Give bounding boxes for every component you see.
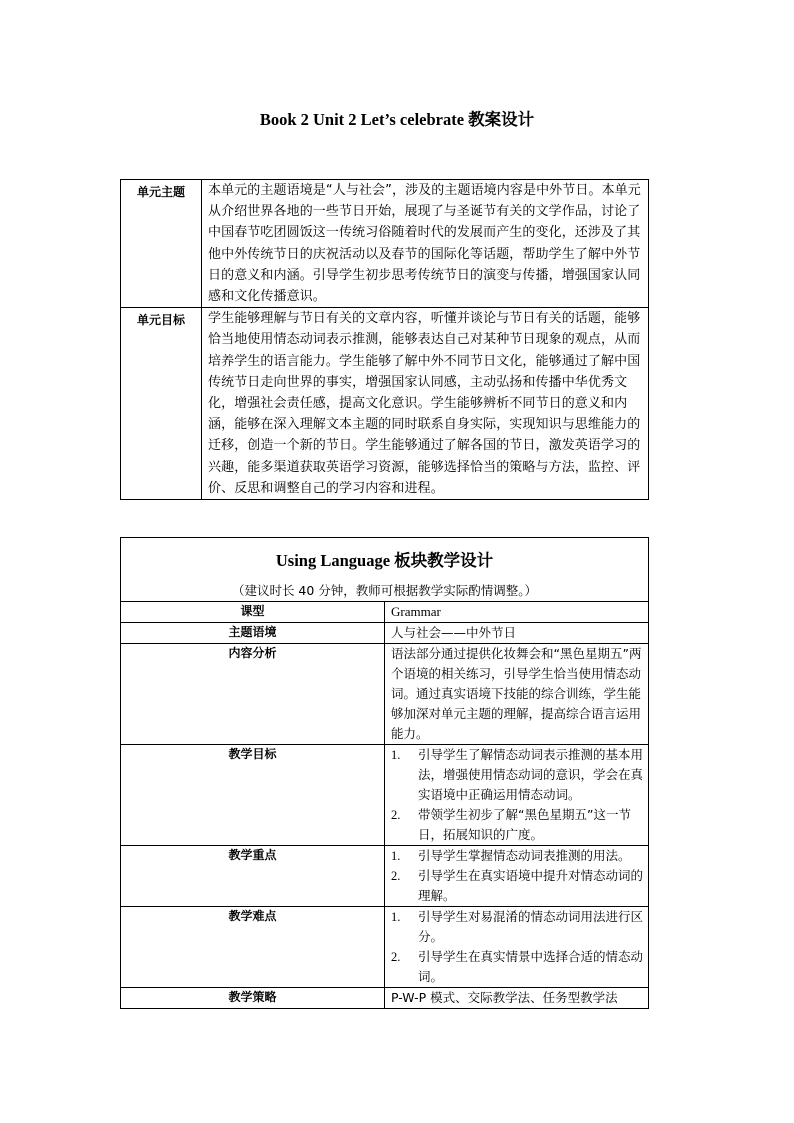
lesson-design-table [120, 537, 649, 1009]
key-points-label: 教学重点 [121, 846, 385, 907]
content-analysis-value: 语法部分通过提供化妆舞会和“黑色星期五”两个语境的相关练习，引导学生恰当使用情态动词。通过真实语境下技能的综合训练，学生能够加深对单元主题的理解，提高综合语言运用能力。 [385, 644, 649, 745]
objectives-row [121, 745, 649, 846]
key-points-row [121, 846, 649, 907]
unit-overview-table [120, 179, 649, 500]
list-item [391, 947, 645, 987]
unit-theme-row [121, 180, 649, 308]
theme-context-value: 人与社会——中外节日 [385, 623, 649, 644]
list-text: 引导学生在真实情景中选择合适的情态动词。 [418, 949, 644, 984]
list-item [391, 846, 645, 866]
objectives-cell [385, 745, 649, 846]
content-analysis-row [121, 644, 649, 745]
unit-theme-text: 本单元的主题语境是“人与社会”，涉及的主题语境内容是中外节日。本单元从介绍世界各地的一些节日开始，展现了与圣诞节有关的文学作品，讨论了中国春节吃团圆饭这一传统习俗随着时代的发展而产生的变化，还涉及了其他中外传统节日的庆祝活动以及春节的国际化等话题，帮助学生了解中外节日的意义和内涵。引导学生初步思考传统节日的演变与传播，增强国家认同感和文化传播意识。 [202, 180, 649, 308]
list-item [391, 907, 645, 947]
content-analysis-label: 内容分析 [121, 644, 385, 745]
lesson-header-cell [121, 538, 649, 602]
key-points-list [391, 846, 645, 906]
list-number: 2. [391, 869, 401, 883]
list-number: 1. [391, 910, 401, 924]
list-text: 引导学生掌握情态动词表推测的用法。 [418, 848, 631, 863]
list-text: 带领学生初步了解“黑色星期五”这一节日，拓展知识的广度。 [418, 807, 631, 842]
lesson-title: Using Language 板块教学设计 [275, 551, 494, 570]
difficulties-row [121, 907, 649, 988]
unit-theme-label: 单元主题 [121, 180, 202, 308]
list-number: 1. [391, 748, 401, 762]
strategy-value: P-W-P 模式、交际教学法、任务型教学法 [385, 988, 649, 1009]
unit-goal-label: 单元目标 [121, 308, 202, 500]
strategy-label: 教学策略 [121, 988, 385, 1009]
difficulties-list [391, 907, 645, 987]
list-item [391, 866, 645, 906]
list-number: 2. [391, 808, 401, 822]
list-item [391, 805, 645, 845]
course-type-row [121, 602, 649, 623]
unit-goal-row [121, 308, 649, 500]
document-title: Book 2 Unit 2 Let’s celebrate 教案设计 [259, 110, 535, 129]
course-type-label: 课型 [121, 602, 385, 623]
difficulties-cell [385, 907, 649, 988]
strategy-row [121, 988, 649, 1009]
theme-context-row [121, 623, 649, 644]
lesson-header-row [121, 538, 649, 602]
unit-goal-text: 学生能够理解与节日有关的文章内容，听懂并谈论与节日有关的话题，能够恰当地使用情态动词表示推测，能够表达自己对某种节日现象的观点，从而培养学生的语言能力。学生能够了解中外不同节日文化，能够通过了解中国传统节日走向世界的事实，增强国家认同感，主动弘扬和传播中华优秀文化，增强社会责任感，提高文化意识。学生能够辨析不同节日的意义和内涵，能够在深入理解文本主题的同时联系自身实际，实现知识与思维能力的迁移，创造一个新的节日。学生能够通过了解各国的节日，激发英语学习的兴趣，能多渠道获取英语学习资源，能够选择恰当的策略与方法，监控、评价、反思和调整自己的学习内容和进程。 [202, 308, 649, 500]
list-text: 引导学生了解情态动词表示推测的基本用法，增强使用情态动词的意识，学会在真实语境中正确运用情态动词。 [418, 747, 644, 802]
lesson-duration-note: （建议时长 40 分钟，教师可根据教学实际酌情调整。） [231, 583, 538, 598]
list-text: 引导学生在真实语境中提升对情态动词的理解。 [418, 868, 644, 903]
objectives-list [391, 745, 645, 845]
list-number: 2. [391, 950, 401, 964]
course-type-value: Grammar [385, 602, 649, 623]
list-text: 引导学生对易混淆的情态动词用法进行区分。 [418, 909, 644, 944]
difficulties-label: 教学难点 [121, 907, 385, 988]
objectives-label: 教学目标 [121, 745, 385, 846]
list-item [391, 745, 645, 805]
list-number: 1. [391, 849, 401, 863]
key-points-cell [385, 846, 649, 907]
theme-context-label: 主题语境 [121, 623, 385, 644]
